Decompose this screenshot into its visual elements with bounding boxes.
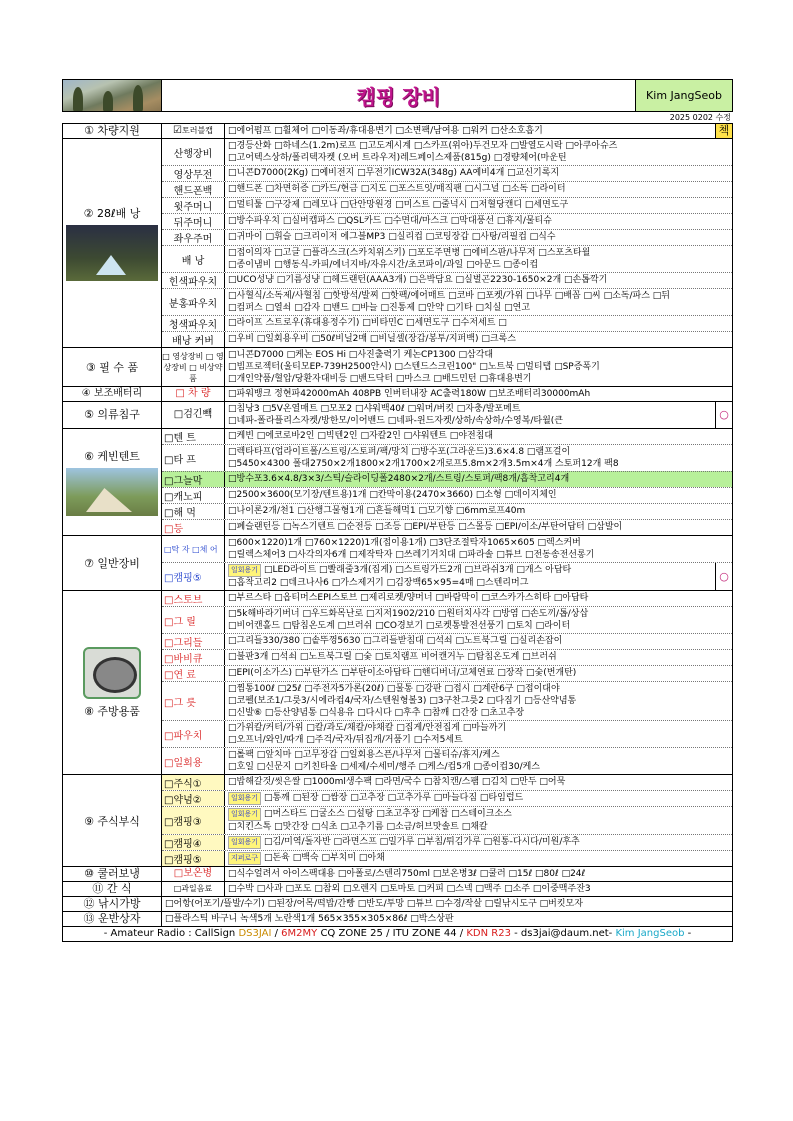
item-list [225, 348, 732, 386]
sub-row [162, 487, 732, 503]
sub-row [162, 850, 732, 866]
sub-row [162, 288, 732, 315]
sub-label: □타 프 [162, 445, 225, 471]
sub-label: 분홍파우치 [162, 289, 225, 315]
item-list [225, 775, 732, 790]
item-list [225, 563, 715, 590]
row-clothing [62, 402, 733, 429]
row-label: ④ 보조배터리 [63, 387, 162, 401]
row-label: ① 차량지원 [63, 124, 162, 138]
item-list [225, 536, 732, 562]
item-text: □부르스타 □옵티머스EPI스토브 □제리로켓/양머너 □바람막이 □코스카가스히타 □아답타 [228, 593, 589, 603]
group-general [62, 536, 733, 591]
sub-row [162, 591, 732, 606]
item-text: □롤팩 □앞치마 □고무장갑 □일회용스픈/나무저 □물티슈/휴지/케스 □호일 □신문지 □키친타올 □세제/수세미/행주 □케스/컵5개 □종이컵30/케스 [228, 750, 540, 772]
group-label: ② 28ℓ배 낭 [63, 139, 162, 347]
sub-label: □텐 트 [162, 429, 225, 444]
sub-label: □약념② [162, 791, 225, 806]
sub-row [162, 471, 732, 487]
sub-row [162, 444, 732, 471]
sub-label: □주식① [162, 775, 225, 790]
item-list [225, 591, 732, 606]
group-label: ③ 필 수 품 [63, 348, 162, 386]
owner-name: Kim JangSeob [635, 80, 732, 111]
stamp-label: 지퍼로구 [228, 852, 261, 865]
item-list [225, 650, 732, 665]
item-text: □우비 □일회용우비 □50ℓ비닐2매 □비닐셀(장갑/봉투/지퍼백) □크록스 [228, 334, 516, 344]
group-tent [62, 429, 733, 536]
sub-row [162, 834, 732, 850]
item-text: □멀티툴 □구강제 □레모나 □단안망원경 □미스트 □줄넉시 □저혈당캔디 □세면도구 [228, 200, 569, 210]
item-list [225, 472, 732, 487]
item-list [225, 835, 732, 850]
sub-row [162, 229, 732, 245]
sub-row [162, 775, 732, 790]
stamp-label: 일회용기 [228, 836, 261, 849]
sub-row [162, 181, 732, 197]
sub-row [162, 649, 732, 665]
group-label: ⑧ 주방용품 [63, 591, 162, 774]
sub-row [162, 536, 732, 562]
item-text: □니콘D7000(2Kg) □예비전지 □무전기ICW32A(348g) AA예비4개 □교신기록지 [228, 168, 560, 178]
row-vehicle [62, 123, 733, 139]
sub-row [162, 665, 732, 681]
sub-label: □파우치 [162, 721, 225, 747]
group-label: ⑨ 주식부식 [63, 775, 162, 866]
row-label: ⑤ 의류침구 [63, 402, 162, 428]
item-list [225, 445, 732, 471]
item-text: □돈육 □백숙 □부치미 □아채 [263, 853, 385, 863]
sub-label: □보온병 [162, 867, 225, 881]
sub-label: □해 먹 [162, 504, 225, 519]
row-snack [62, 882, 733, 897]
item-text: □사혈식/소독제/사혈침 □핫방석/발찌 □핫팩/에어매트 □코바 □포켓/가위 □나무 □배꼽 □씨 □소독/파스 □뒤 □컴퍼스 □열쇠 □감자 □밴드 □바늘 □진통제 □안약 □기타 □치실 □연고 [228, 291, 670, 313]
item-list [225, 198, 732, 213]
row-fishing [62, 897, 733, 912]
item-text: □접이의자 □고글 □플라스크(스카치위스키) □포도주면병 □에비스판/나무저 □스포츠타월 □종이냄비 □행동식-카피/에너지바/자유시간/초코파이/과일 □아문드 □종이컵 [228, 248, 591, 270]
item-list: □식수얼려서 아이스팩대용 □아폴로/스텐리750ml □보온병3ℓ □쿨러 □15ℓ □80ℓ □24ℓ [228, 869, 586, 879]
item-list [225, 166, 732, 181]
sub-label: 윗주머니 [162, 198, 225, 213]
item-list [225, 520, 732, 535]
footer: - Amateur Radio : CallSign DS3JAI / 6M2MY CQ ZONE 25 / ITU ZONE 44 / KDN R23 - ds3jai@daum.net- Kim JangSeob - [62, 927, 733, 942]
sub-label: □캠핑③ [162, 807, 225, 834]
sub-label: □캠핑⑤ [162, 851, 225, 866]
sub-row [162, 681, 732, 720]
sub-label: □그 릴 [162, 607, 225, 633]
sub-label: 산행장비 [162, 139, 225, 165]
item-list [225, 666, 732, 681]
row-label: ⑫ 낚시가방 [63, 897, 162, 911]
item-text: □니콘D7000 □케논 EOS Hi □사진출력기 케논CP1300 □삼각대 □빔프로젝터(울티모EP-739H2500안시) □스텐드스크린100" □노트북 □멀티탭 □SP증폭기 □개인약품/혈압/당환자대비등 □밴드닥터 □마스크 □배드민턴 □휴대용변기 [228, 350, 600, 384]
item-list [225, 214, 732, 229]
item-list [225, 807, 732, 834]
sub-row [162, 213, 732, 229]
sub-row [162, 197, 732, 213]
item-list [225, 316, 732, 331]
group-label: ⑦ 일반장비 [63, 536, 162, 590]
group-label: ⑥ 케빈텐트 [63, 429, 162, 535]
item-list [225, 488, 732, 503]
sub-row [162, 348, 732, 386]
item-text: □렉타타프(업라이트폴/스트링/스토퍼/팩/망치 □방수포(그라운드)3.6×4.8 □램프걸이 □5450×4300 폴대2750×2개1800×2개1700×2개로프5.8m×2개3.5m×4개 스토퍼12개 팩8 [228, 447, 619, 469]
sub-row [162, 519, 732, 535]
sub-label: □검긴빽 [162, 402, 225, 428]
item-list [225, 851, 732, 866]
item-text: □케빈 □에코로바2인 □빅텐2인 □자칼2인 □샤워텐트 □야전침대 [228, 431, 494, 441]
item-list: □에어펌프 □휠체어 □이동좌/휴대용변기 □소변팩/남여용 □워커 □산소호흡기 [228, 126, 543, 136]
item-list [225, 182, 732, 197]
item-text: □귀마이 □휘슬 □크리이저 에그블MP3 □실리컵 □코팅장갑 □사탕/리필컵 □식수 [228, 232, 556, 242]
item-list [225, 721, 732, 747]
item-list [225, 607, 732, 633]
row-label: ⑪ 간 식 [63, 882, 162, 896]
item-list [225, 230, 732, 245]
item-text: □5k해바라기버너 □우드화목난로 □지저1902/210 □원터치사각 □방염 □손도끼/톱/상삽 □비어캔홀드 □탐침온도계 □브러쉬 □CO경보기 □로켓통발전선풍기 □토치 □라이터 [228, 609, 589, 631]
circle-mark: ○ [715, 563, 732, 590]
item-text: □방수포3.6×4.8/3×3/스틱/슬라이딩폴2480×2개/스트링/스토퍼/팩8개/흡착고리4개 [228, 474, 570, 484]
item-text: □UCO성냥 □기름성냥 □헤드랜턴(AAA3개) □은박담요 □실벌곤2230-1650×2개 □손톱깍기 [228, 275, 608, 285]
row-battery [62, 387, 733, 402]
item-text: □밥해갈것/씻은쌀 □1000ml생수팩 □라면/국수 □참치캔/스팸 □김치 □만두 □어묵 [228, 777, 566, 787]
group-essentials [62, 348, 733, 387]
sub-label: □그 릇 [162, 682, 225, 720]
item-text: □불판3개 □석쇠 □노트북그릴 □숯 □토치램프 비어캔거누 □탐침온도계 □브러쉬 [228, 652, 557, 662]
sub-label: □ 영상장비 □ 영상장비 □ 비상약품 [162, 348, 225, 386]
revision-date: 2025 0202 수정 [669, 113, 731, 122]
sub-label: 뒤주머니 [162, 214, 225, 229]
item-list [225, 332, 732, 347]
sub-label: □캠핑④ [162, 835, 225, 850]
sub-label: □그늘막 [162, 472, 225, 487]
sub-label: □탁 자 □체 어 [162, 536, 225, 562]
item-text: □핸드폰 □차면허증 □카드/현금 □지도 □포스트잇/매직팬 □시그널 □소독 □라이터 [228, 184, 566, 194]
sub-row [162, 315, 732, 331]
sub-row [162, 503, 732, 519]
item-text: □통깨 □된장 □쌈장 □고추장 □고추가루 □마늘다짐 □타임럽드 [263, 793, 524, 803]
row-transport [62, 912, 733, 927]
sub-label: □과일음료 [162, 882, 225, 896]
item-text: □김/미역/돌자반 □라면스프 □밀가루 □부침/튀김가루 □원통-다시다/미원/후추 [263, 837, 580, 847]
sub-label: 힌색파우치 [162, 273, 225, 288]
sub-label: □그리들 [162, 634, 225, 649]
sub-row [162, 245, 732, 272]
page-title: 캠핑 장비 [356, 85, 441, 109]
item-list [225, 504, 732, 519]
item-list [225, 429, 732, 444]
item-list [225, 246, 732, 272]
row-label: ⑩ 쿨러보냉 [63, 867, 162, 881]
item-list [225, 682, 732, 720]
item-list: □플라스틱 바구니 녹색5개 노란색1개 565×355×305×86ℓ □박스상판 [165, 914, 454, 924]
sub-row [162, 633, 732, 649]
item-list [225, 289, 732, 315]
item-text: □라이프 스트로우(휴대용정수기) □비타민C □세면도구 □수저세트 □ [228, 318, 507, 328]
sub-label: □일회용 [162, 748, 225, 774]
check-mark: 첵 [715, 124, 732, 138]
item-text: □폐슬랜턴등 □녹스기텐트 □순전등 □조등 □EPI/부탄등 □스몰등 □EPI/이소/부탄어답터 □삼발이 [228, 522, 623, 532]
sub-label: □ 차 량 [162, 387, 225, 401]
item-text: □머스타드 □굴소스 □설탕 □초고추장 □케찹 □스테이크소스 □치킨스톡 □맛간장 □식초 □고추기름 □소금/허브맛솔트 □채칼 [228, 809, 512, 832]
sub-row [162, 606, 732, 633]
sub-label: □등 [162, 520, 225, 535]
item-text: □방수파우치 □실버캡파스 □QSL카드 □수면대/마스크 □막대풍선 □휴지/물티슈 [228, 216, 552, 226]
sub-row [162, 165, 732, 181]
item-text: □600×1220)1개 □760×1220)1개(접이용1개) □3단조절탁자1065×605 □렉스커버 □릴렉스체어3 □사각의자6개 □제작탁자 □쓰레기거치대 □파라솔 □튜브 □전동송전선롱기 [228, 538, 595, 560]
sub-label: 청색파우치 [162, 316, 225, 331]
item-text: □가위칼/커터/가위 □칼/과도/채칼/야채칼 □집게/안전집게 □마늘까기 □오프너/와인/따개 □주걱/국자/뒤집개/거품기 □수저5세트 [228, 723, 507, 745]
item-list: □어항(어포기/뜰발/수기) □된장/어목/떡밥/간빵 □반도/투망 □튜브 □수경/작살 □릴낚시도구 □버킷모자 [165, 899, 583, 909]
header-photo [63, 80, 162, 111]
item-list [225, 791, 732, 806]
tent-photo [66, 468, 158, 516]
item-text: □EPI(이소가스) □부탄가스 □부탄이소아답타 □핸디버너/고체연료 □장작 □숯(번개탄) [228, 668, 577, 678]
item-list [225, 273, 732, 288]
item-list [225, 634, 732, 649]
sub-label: 좌우주머 [162, 230, 225, 245]
camp-night-photo [66, 225, 158, 281]
sub-row [162, 720, 732, 747]
stamp-label: 일회용기 [228, 792, 261, 805]
sub-label: □캐노피 [162, 488, 225, 503]
sub-row [162, 272, 732, 288]
sub-label: □캠핑⑤ [162, 563, 225, 590]
sub-label: □스토브 [162, 591, 225, 606]
document [62, 79, 733, 942]
item-text: □2500×3600(모기장/텐트용)1개 □칸막이용(2470×3660) □소형 □데이지체인 [228, 490, 557, 500]
stove-photo [83, 647, 141, 699]
sub-row [162, 806, 732, 834]
item-list: □수박 □사과 □포도 □참외 □오렌지 □토마토 □커피 □스넥 □맥주 □소주 □이중맥주잔3 [228, 884, 591, 894]
sub-label: 배낭 커버 [162, 332, 225, 347]
sub-label: ☑ 토러블캡 [162, 124, 225, 138]
sub-label: □바비큐 [162, 650, 225, 665]
header [62, 79, 733, 112]
item-text: □LED라이트 □빨래줄3개(집게) □스트링가드2개 □브라쉬3개 □개스 아답타 □흡착고리2 □데크나사6 □가스제거기 □김장백65×95=4매 □스텐리머그 [228, 565, 572, 588]
sub-label: □연 료 [162, 666, 225, 681]
item-list [225, 139, 732, 165]
sub-row [162, 790, 732, 806]
group-kitchen [62, 591, 733, 775]
sub-row [162, 747, 732, 774]
item-list: □파워뱅크 정현파42000mAh 408PB 인버터내장 AC출력180W □보조배터리30000mAh [228, 389, 591, 399]
sub-label: 배 낭 [162, 246, 225, 272]
sub-row [162, 331, 732, 347]
stamp-label: 일회용기 [228, 808, 261, 821]
group-food [62, 775, 733, 867]
sub-row [162, 562, 732, 590]
item-list [225, 748, 732, 774]
group-backpack [62, 139, 733, 348]
item-text: □경등산화 □하네스(1.2m)로프 □고도계시계 □스카프(위아)두건모자 □발열도시락 □아쿠아슈즈 □고어텍스상하/폴리텍자켓 (오버 트라우저)레드페이스제품(815g) □경량체어(마운틴 [228, 141, 618, 163]
item-text: □찜통100ℓ □25ℓ □주전자5가론(20ℓ) □물통 □강판 □접시 □계란6구 □접이대야 □코펠(보조1/그릇3/시에라컵4/국자/스텐원형볼3) □3구찬그릇2 □다짐기 □등산약념통 □신발⑥ □등산양념통 □식용유 □다시다 □후추 □참깨 □간장 □초고추장 [228, 684, 577, 718]
sub-label: 핸드폰백 [162, 182, 225, 197]
sub-label: 영상무전 [162, 166, 225, 181]
item-list: □침낭3 □5V온열매트 □모포2 □샤워백40ℓ □워머/버킷 □자충/발포메트 □네파-폴라플리스자켓/방한모/이어밴드 □네파-윈드자켓/상하/속상하/수영복/타월(큰 [228, 404, 563, 426]
row-cooler [62, 867, 733, 882]
item-text: □나이론2개/천1 □산행그물형1개 □흔들해먹1 □모기향 □6mm로프40m [228, 506, 526, 516]
stamp-label: 일회용기 [228, 564, 261, 577]
row-label: ⑬ 운반상자 [63, 912, 162, 926]
sub-row [162, 429, 732, 444]
circle-mark: ○ [715, 402, 732, 428]
sub-row [162, 139, 732, 165]
item-text: □그리들330/380 □솥뚜껑5630 □그리들받침대 □석쇠 □노트북그릴 □실리손잡이 [228, 636, 563, 646]
